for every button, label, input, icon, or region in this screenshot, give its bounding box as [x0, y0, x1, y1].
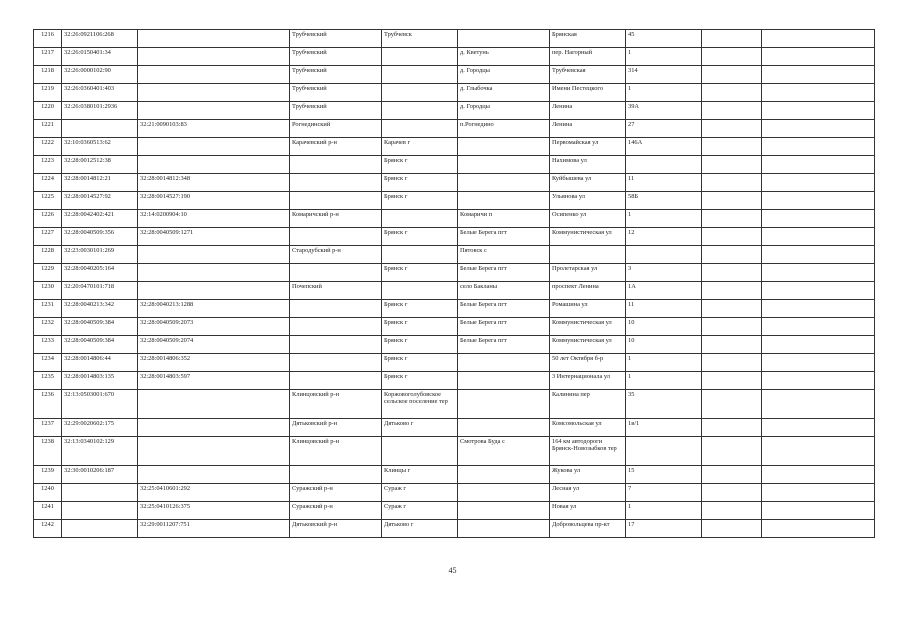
street-cell: Ленина	[550, 102, 626, 120]
city-cell: Коржовоголубовское сельское поселение тер	[382, 390, 458, 419]
settlement-cell	[458, 466, 550, 484]
settlement-cell	[458, 484, 550, 502]
city-cell	[382, 48, 458, 66]
street-cell: Куйбышева ул	[550, 174, 626, 192]
building-cadastral-cell	[138, 437, 290, 466]
house-number-cell	[626, 156, 702, 174]
table-row	[34, 66, 875, 84]
extra-cell-2	[762, 282, 875, 300]
extra-cell-2	[762, 174, 875, 192]
street-cell: Трубчевская	[550, 66, 626, 84]
house-number-cell: 1	[626, 354, 702, 372]
extra-cell-2	[762, 520, 875, 538]
building-cadastral-cell	[138, 138, 290, 156]
cadastral-number-cell: 32:28:0040509:356	[62, 228, 138, 246]
building-cadastral-cell	[138, 48, 290, 66]
extra-cell-2	[762, 484, 875, 502]
cadastral-number-cell: 32:10:0360513:62	[62, 138, 138, 156]
house-number-cell: 314	[626, 66, 702, 84]
cadastral-number-cell: 32:28:0014803:135	[62, 372, 138, 390]
cadastral-number-cell: 32:13:0340102:129	[62, 437, 138, 466]
building-cadastral-cell	[138, 264, 290, 282]
settlement-cell	[458, 520, 550, 538]
cadastral-number-cell	[62, 484, 138, 502]
row-number-cell: 1221	[34, 120, 62, 138]
house-number-cell: 146А	[626, 138, 702, 156]
building-cadastral-cell	[138, 30, 290, 48]
city-cell: Клинцы г	[382, 466, 458, 484]
street-cell: Ульянова ул	[550, 192, 626, 210]
row-number-cell: 1229	[34, 264, 62, 282]
district-cell: Карачевский р-н	[290, 138, 382, 156]
cadastral-number-cell: 32:28:0040509:384	[62, 336, 138, 354]
district-cell	[290, 300, 382, 318]
extra-cell-2	[762, 48, 875, 66]
building-cadastral-cell: 32:28:0040213:1288	[138, 300, 290, 318]
building-cadastral-cell	[138, 84, 290, 102]
street-cell: Жукова ул	[550, 466, 626, 484]
settlement-cell: Комаричи п	[458, 210, 550, 228]
building-cadastral-cell	[138, 102, 290, 120]
building-cadastral-cell	[138, 66, 290, 84]
settlement-cell	[458, 174, 550, 192]
row-number-cell: 1237	[34, 419, 62, 437]
house-number-cell: 39А	[626, 102, 702, 120]
extra-cell-2	[762, 246, 875, 264]
table-row	[34, 282, 875, 300]
house-number-cell: 17	[626, 520, 702, 538]
building-cadastral-cell: 32:14:0200904:10	[138, 210, 290, 228]
district-cell: Трубчевский	[290, 102, 382, 120]
street-cell: Нахимова ул	[550, 156, 626, 174]
street-cell	[550, 246, 626, 264]
district-cell	[290, 192, 382, 210]
table-row	[34, 336, 875, 354]
street-cell: Коммунистическая ул	[550, 318, 626, 336]
settlement-cell: село Бакланы	[458, 282, 550, 300]
settlement-cell	[458, 192, 550, 210]
extra-cell-2	[762, 336, 875, 354]
table-row	[34, 419, 875, 437]
settlement-cell: Пятовск с	[458, 246, 550, 264]
extra-cell-1	[702, 30, 762, 48]
district-cell: Дятьковский р-н	[290, 520, 382, 538]
settlement-cell: Белые Берега пгт	[458, 300, 550, 318]
house-number-cell: 11	[626, 300, 702, 318]
house-number-cell: 1	[626, 210, 702, 228]
building-cadastral-cell: 32:25:0410601:292	[138, 484, 290, 502]
building-cadastral-cell: 32:28:0014806:352	[138, 354, 290, 372]
extra-cell-2	[762, 192, 875, 210]
building-cadastral-cell	[138, 246, 290, 264]
extra-cell-1	[702, 520, 762, 538]
row-number-cell: 1228	[34, 246, 62, 264]
cadastral-number-cell: 32:23:0030101:269	[62, 246, 138, 264]
extra-cell-2	[762, 30, 875, 48]
extra-cell-1	[702, 466, 762, 484]
settlement-cell: Смотрова Буда с	[458, 437, 550, 466]
extra-cell-1	[702, 48, 762, 66]
table-row	[34, 48, 875, 66]
house-number-cell: 11	[626, 174, 702, 192]
city-cell	[382, 246, 458, 264]
extra-cell-1	[702, 336, 762, 354]
extra-cell-2	[762, 437, 875, 466]
extra-cell-2	[762, 84, 875, 102]
city-cell: Брянск г	[382, 300, 458, 318]
district-cell: Клинцовский р-н	[290, 437, 382, 466]
cadastral-number-cell: 32:26:0360401:403	[62, 84, 138, 102]
street-cell: Коммунистическая ул	[550, 228, 626, 246]
row-number-cell: 1223	[34, 156, 62, 174]
city-cell: Брянск г	[382, 336, 458, 354]
cadastral-number-cell: 32:28:0014812:21	[62, 174, 138, 192]
district-cell: Суражский р-н	[290, 502, 382, 520]
row-number-cell: 1222	[34, 138, 62, 156]
city-cell: Трубчевск	[382, 30, 458, 48]
table-row	[34, 437, 875, 466]
settlement-cell	[458, 30, 550, 48]
cadastral-number-cell: 32:26:0000102:90	[62, 66, 138, 84]
settlement-cell: Белые Берега пгт	[458, 318, 550, 336]
settlement-cell	[458, 372, 550, 390]
cadastral-number-cell	[62, 120, 138, 138]
district-cell	[290, 174, 382, 192]
street-cell: Первомайская ул	[550, 138, 626, 156]
building-cadastral-cell: 32:28:0014812:348	[138, 174, 290, 192]
row-number-cell: 1242	[34, 520, 62, 538]
cadastral-number-cell: 32:28:0042402:421	[62, 210, 138, 228]
district-cell	[290, 264, 382, 282]
building-cadastral-cell	[138, 419, 290, 437]
table-row	[34, 210, 875, 228]
extra-cell-1	[702, 210, 762, 228]
row-number-cell: 1217	[34, 48, 62, 66]
city-cell	[382, 282, 458, 300]
district-cell: Трубчевский	[290, 30, 382, 48]
row-number-cell: 1233	[34, 336, 62, 354]
street-cell: 3 Интернационала ул	[550, 372, 626, 390]
table-row	[34, 484, 875, 502]
city-cell: Дятьково г	[382, 520, 458, 538]
table-row	[34, 372, 875, 390]
building-cadastral-cell: 32:28:0040509:2074	[138, 336, 290, 354]
house-number-cell	[626, 437, 702, 466]
cadastral-number-cell: 32:30:0010206:187	[62, 466, 138, 484]
row-number-cell: 1231	[34, 300, 62, 318]
row-number-cell: 1225	[34, 192, 62, 210]
cadastral-number-cell: 32:29:0020602:175	[62, 419, 138, 437]
extra-cell-1	[702, 390, 762, 419]
cadastral-number-cell: 32:26:0921106:268	[62, 30, 138, 48]
city-cell	[382, 102, 458, 120]
house-number-cell: 35	[626, 390, 702, 419]
district-cell	[290, 336, 382, 354]
extra-cell-1	[702, 156, 762, 174]
row-number-cell: 1230	[34, 282, 62, 300]
street-cell: 164 км автодороги Брянск-Новозыбков тер	[550, 437, 626, 466]
cadastral-number-cell: 32:26:0380101:2936	[62, 102, 138, 120]
city-cell	[382, 210, 458, 228]
city-cell: Брянск г	[382, 156, 458, 174]
district-cell	[290, 372, 382, 390]
settlement-cell: д. Глыбочка	[458, 84, 550, 102]
street-cell: Осипенко ул	[550, 210, 626, 228]
extra-cell-1	[702, 484, 762, 502]
street-cell: Ромашина ул	[550, 300, 626, 318]
table-row	[34, 354, 875, 372]
table-row	[34, 120, 875, 138]
settlement-cell: Белые Берега пгт	[458, 228, 550, 246]
street-cell: Пролетарская ул	[550, 264, 626, 282]
extra-cell-2	[762, 390, 875, 419]
city-cell	[382, 437, 458, 466]
building-cadastral-cell	[138, 390, 290, 419]
district-cell	[290, 318, 382, 336]
extra-cell-1	[702, 264, 762, 282]
extra-cell-2	[762, 210, 875, 228]
extra-cell-2	[762, 66, 875, 84]
street-cell: Имени Пестецкого	[550, 84, 626, 102]
table-row	[34, 138, 875, 156]
page-number: 45	[448, 566, 457, 575]
row-number-cell: 1236	[34, 390, 62, 419]
street-cell: Брянская	[550, 30, 626, 48]
table-row	[34, 246, 875, 264]
settlement-cell	[458, 502, 550, 520]
extra-cell-2	[762, 354, 875, 372]
row-number-cell: 1232	[34, 318, 62, 336]
extra-cell-1	[702, 318, 762, 336]
table-row	[34, 174, 875, 192]
row-number-cell: 1240	[34, 484, 62, 502]
city-cell: Сураж г	[382, 502, 458, 520]
house-number-cell	[626, 246, 702, 264]
settlement-cell	[458, 156, 550, 174]
extra-cell-2	[762, 318, 875, 336]
building-cadastral-cell: 32:28:0040509:1271	[138, 228, 290, 246]
row-number-cell: 1238	[34, 437, 62, 466]
cadastral-number-cell: 32:28:0012512:38	[62, 156, 138, 174]
table-row	[34, 156, 875, 174]
city-cell: Брянск г	[382, 192, 458, 210]
building-cadastral-cell: 32:25:0410126:375	[138, 502, 290, 520]
building-cadastral-cell	[138, 466, 290, 484]
extra-cell-1	[702, 354, 762, 372]
settlement-cell	[458, 419, 550, 437]
extra-cell-1	[702, 138, 762, 156]
house-number-cell: 3	[626, 264, 702, 282]
city-cell: Брянск г	[382, 228, 458, 246]
extra-cell-1	[702, 174, 762, 192]
settlement-cell: Белые Берега пгт	[458, 336, 550, 354]
table-row	[34, 228, 875, 246]
row-number-cell: 1226	[34, 210, 62, 228]
extra-cell-1	[702, 502, 762, 520]
extra-cell-1	[702, 372, 762, 390]
house-number-cell: 10	[626, 318, 702, 336]
cadastral-number-cell: 32:28:0040509:384	[62, 318, 138, 336]
street-cell: Ленина	[550, 120, 626, 138]
district-cell: Комаричский р-н	[290, 210, 382, 228]
city-cell	[382, 66, 458, 84]
settlement-cell	[458, 138, 550, 156]
city-cell	[382, 84, 458, 102]
settlement-cell	[458, 390, 550, 419]
extra-cell-1	[702, 192, 762, 210]
district-cell: Клинцовский р-н	[290, 390, 382, 419]
city-cell: Брянск г	[382, 354, 458, 372]
building-cadastral-cell: 32:21:0090103:83	[138, 120, 290, 138]
cadastral-number-cell: 32:28:0040205:164	[62, 264, 138, 282]
table-row	[34, 300, 875, 318]
building-cadastral-cell	[138, 282, 290, 300]
cadastral-number-cell: 32:28:0014527:92	[62, 192, 138, 210]
building-cadastral-cell: 32:28:0014803:597	[138, 372, 290, 390]
house-number-cell: 10	[626, 336, 702, 354]
building-cadastral-cell: 32:28:0014527:190	[138, 192, 290, 210]
extra-cell-2	[762, 300, 875, 318]
extra-cell-1	[702, 419, 762, 437]
street-cell: пер. Нагорный	[550, 48, 626, 66]
settlement-cell	[458, 354, 550, 372]
row-number-cell: 1235	[34, 372, 62, 390]
table-row	[34, 264, 875, 282]
street-cell: Добровольцева пр-кт	[550, 520, 626, 538]
extra-cell-2	[762, 264, 875, 282]
cadastral-number-cell: 32:28:0014806:44	[62, 354, 138, 372]
table-row	[34, 520, 875, 538]
district-cell: Почепский	[290, 282, 382, 300]
extra-cell-2	[762, 372, 875, 390]
house-number-cell: 12	[626, 228, 702, 246]
cadastral-number-cell: 32:26:0150401:34	[62, 48, 138, 66]
street-cell: Новая ул	[550, 502, 626, 520]
city-cell	[382, 120, 458, 138]
extra-cell-2	[762, 228, 875, 246]
district-cell: Стародубский р-н	[290, 246, 382, 264]
extra-cell-2	[762, 102, 875, 120]
extra-cell-1	[702, 66, 762, 84]
settlement-cell: д. Кветунь	[458, 48, 550, 66]
district-cell	[290, 354, 382, 372]
district-cell: Рогнединский	[290, 120, 382, 138]
extra-cell-1	[702, 437, 762, 466]
row-number-cell: 1234	[34, 354, 62, 372]
cadastral-number-cell: 32:28:0040213:342	[62, 300, 138, 318]
district-cell	[290, 156, 382, 174]
extra-cell-1	[702, 102, 762, 120]
table-row	[34, 30, 875, 48]
building-cadastral-cell: 32:29:0011207:751	[138, 520, 290, 538]
extra-cell-1	[702, 300, 762, 318]
table-row	[34, 102, 875, 120]
district-cell: Дятьковский р-н	[290, 419, 382, 437]
city-cell: Дятьково г	[382, 419, 458, 437]
settlement-cell: п.Рогнедино	[458, 120, 550, 138]
city-cell: Сураж г	[382, 484, 458, 502]
house-number-cell: 1А	[626, 282, 702, 300]
district-cell: Трубчевский	[290, 66, 382, 84]
district-cell: Трубчевский	[290, 84, 382, 102]
building-cadastral-cell	[138, 156, 290, 174]
city-cell: Брянск г	[382, 174, 458, 192]
table-row	[34, 390, 875, 419]
house-number-cell: 1	[626, 84, 702, 102]
extra-cell-2	[762, 120, 875, 138]
row-number-cell: 1224	[34, 174, 62, 192]
row-number-cell: 1219	[34, 84, 62, 102]
house-number-cell: 1	[626, 48, 702, 66]
street-cell: Коммунистическая ул	[550, 336, 626, 354]
house-number-cell: 58Б	[626, 192, 702, 210]
district-cell	[290, 466, 382, 484]
row-number-cell: 1239	[34, 466, 62, 484]
district-cell: Суражский р-н	[290, 484, 382, 502]
cadastral-number-cell: 32:13:0503001:670	[62, 390, 138, 419]
city-cell: Брянск г	[382, 318, 458, 336]
extra-cell-1	[702, 84, 762, 102]
street-cell: 50 лет Октября б-р	[550, 354, 626, 372]
cadastral-number-cell	[62, 502, 138, 520]
house-number-cell: 7	[626, 484, 702, 502]
cadastral-number-cell	[62, 520, 138, 538]
house-number-cell: 1	[626, 372, 702, 390]
table-row	[34, 502, 875, 520]
settlement-cell: Белые Берега пгт	[458, 264, 550, 282]
house-number-cell: 1	[626, 502, 702, 520]
street-cell: проспект Ленина	[550, 282, 626, 300]
street-cell: Комсомольская ул	[550, 419, 626, 437]
building-cadastral-cell: 32:28:0040509:2073	[138, 318, 290, 336]
city-cell: Брянск г	[382, 264, 458, 282]
row-number-cell: 1218	[34, 66, 62, 84]
table-row	[34, 84, 875, 102]
extra-cell-2	[762, 466, 875, 484]
street-cell: Калинина пер	[550, 390, 626, 419]
district-cell: Трубчевский	[290, 48, 382, 66]
row-number-cell: 1216	[34, 30, 62, 48]
row-number-cell: 1227	[34, 228, 62, 246]
city-cell: Брянск г	[382, 372, 458, 390]
table-row	[34, 192, 875, 210]
table-row	[34, 466, 875, 484]
row-number-cell: 1241	[34, 502, 62, 520]
house-number-cell: 45	[626, 30, 702, 48]
extra-cell-2	[762, 156, 875, 174]
city-cell: Карачев г	[382, 138, 458, 156]
cadastral-number-cell: 32:20:0470101:718	[62, 282, 138, 300]
extra-cell-2	[762, 419, 875, 437]
extra-cell-2	[762, 502, 875, 520]
extra-cell-1	[702, 120, 762, 138]
table-row	[34, 318, 875, 336]
row-number-cell: 1220	[34, 102, 62, 120]
extra-cell-2	[762, 138, 875, 156]
extra-cell-1	[702, 282, 762, 300]
extra-cell-1	[702, 246, 762, 264]
house-number-cell: 1в/1	[626, 419, 702, 437]
settlement-cell: д. Городцы	[458, 66, 550, 84]
district-cell	[290, 228, 382, 246]
house-number-cell: 15	[626, 466, 702, 484]
house-number-cell: 27	[626, 120, 702, 138]
register-table	[33, 29, 875, 538]
street-cell: Лесная ул	[550, 484, 626, 502]
settlement-cell: д. Городцы	[458, 102, 550, 120]
extra-cell-1	[702, 228, 762, 246]
